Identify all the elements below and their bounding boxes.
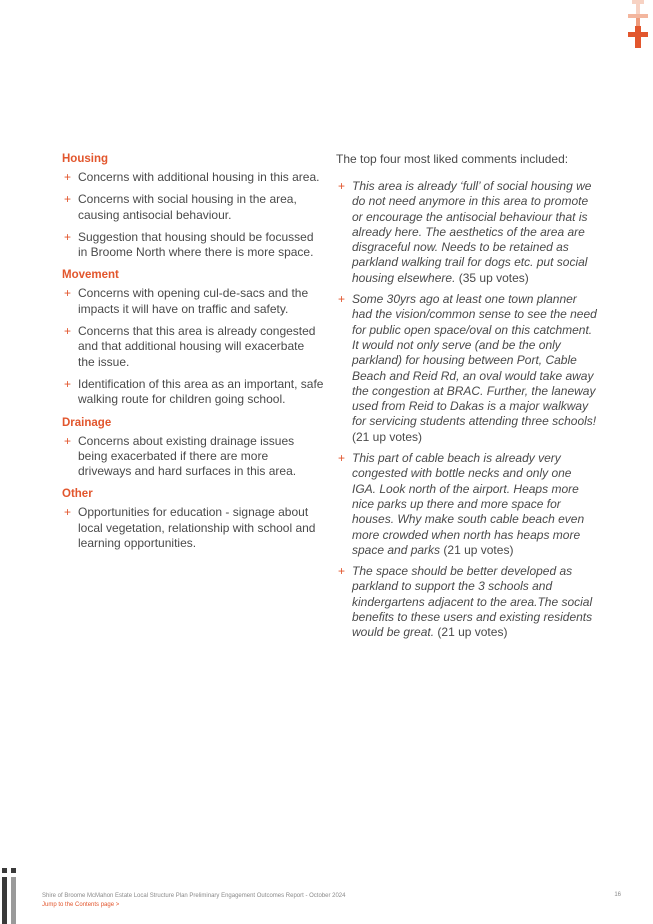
dot-grid-decoration-icon [0, 864, 22, 924]
comment-item [336, 564, 598, 640]
footer-title: Shire of Broome McMahon Estate Local Structure Plan Preliminary Engagement Outcomes Report - October 2024 [42, 893, 346, 899]
list-item: + Suggestion that housing should be focussed in Broome North where there is more space. [64, 229, 314, 260]
contents-link[interactable]: Jump to the Contents page > [42, 902, 120, 908]
plus-bullet-icon: + [64, 324, 72, 339]
comment-quote: This area is already ‘full’ of social housing we do not need anymore in this area to promote or encourage the antisocial behaviour that is already here. The aesthetics of the area are disgraceful now. Needs to be retained as parkland walking trail for dogs etc. put social housing elsewhere. [352, 179, 592, 285]
comment-item [336, 451, 598, 558]
comment-votes: (21 up votes) [434, 625, 508, 640]
page-footer [42, 892, 345, 910]
section-heading: Movement [62, 269, 119, 282]
plus-bullet-icon: + [64, 433, 72, 448]
section-housing [62, 152, 324, 260]
plus-bullet-icon: + [338, 179, 346, 193]
plus-bullet-icon: + [64, 505, 72, 520]
plus-bullet-icon: + [64, 376, 72, 391]
comment-votes: (21 up votes) [440, 542, 514, 557]
list-item: + Concerns with additional housing in this area. [64, 170, 320, 184]
list-item: + Concerns with social housing in the area, causing antisocial behaviour. [64, 192, 297, 222]
section-drainage [62, 416, 324, 480]
plus-bullet-icon: + [64, 170, 72, 184]
comment-quote: Some 30yrs ago at least one town planner had the vision/common sense to see the need for public open space/oval on this catchment. It would not only serve (and be the only parkland) for housing between Port, Cable Beach and Reid Rd, an oval would take away the congestion at BRAC. Further, the laneway used from Reid to Dakas is a major walkway for servicing students attending three schools! [352, 292, 597, 429]
section-heading: Housing [62, 153, 108, 165]
comment-quote: The space should be better developed as parkland to support the 3 schools and kindergartens adjacent to the area.The social benefits to these users and existing residents would be great. [352, 564, 593, 640]
section-heading: Other [62, 488, 93, 501]
comments-intro: The top four most liked comments included: [336, 152, 569, 166]
plus-bullet-icon: + [64, 192, 72, 207]
section-heading: Drainage [62, 416, 112, 429]
plus-bullet-icon: + [64, 286, 72, 301]
plus-bullet-icon: + [338, 451, 346, 466]
comment-votes: (35 up votes) [455, 270, 529, 285]
list-item: + Opportunities for education - signage about local vegetation, relationship with school and learning opportunities. [64, 505, 316, 551]
concerns-column [62, 152, 324, 559]
liked-comments-column [336, 152, 598, 649]
section-other [62, 487, 324, 551]
plus-bullet-icon: + [64, 229, 72, 244]
comment-quote: This part of cable beach is already very congested with bottle necks and only one IGA. Look north of the airport. Heaps more nice parks up there and more space for houses. Why make south cable beach even more crowded when north has heaps more space and parks [352, 451, 585, 557]
comment-item [336, 179, 598, 286]
list-item: + Identification of this area as an important, safe walking route for children going school. [64, 376, 324, 407]
list-item: + Concerns with opening cul-de-sacs and the impacts it will have on traffic and safety. [64, 286, 309, 316]
plus-bullet-icon: + [338, 564, 346, 579]
section-movement [62, 268, 324, 407]
plus-bullet-icon: + [338, 292, 346, 307]
page-number: 16 [614, 892, 621, 898]
list-item: + Concerns about existing drainage issues being exacerbated if there are more driveways and hard surfaces in this area. [64, 433, 297, 479]
comment-item [336, 292, 598, 445]
list-item: + Concerns that this area is already congested and that additional housing will exacerbate the issue. [64, 324, 316, 369]
comment-votes: (21 up votes) [352, 429, 423, 444]
plus-decoration-icon [623, 0, 653, 50]
